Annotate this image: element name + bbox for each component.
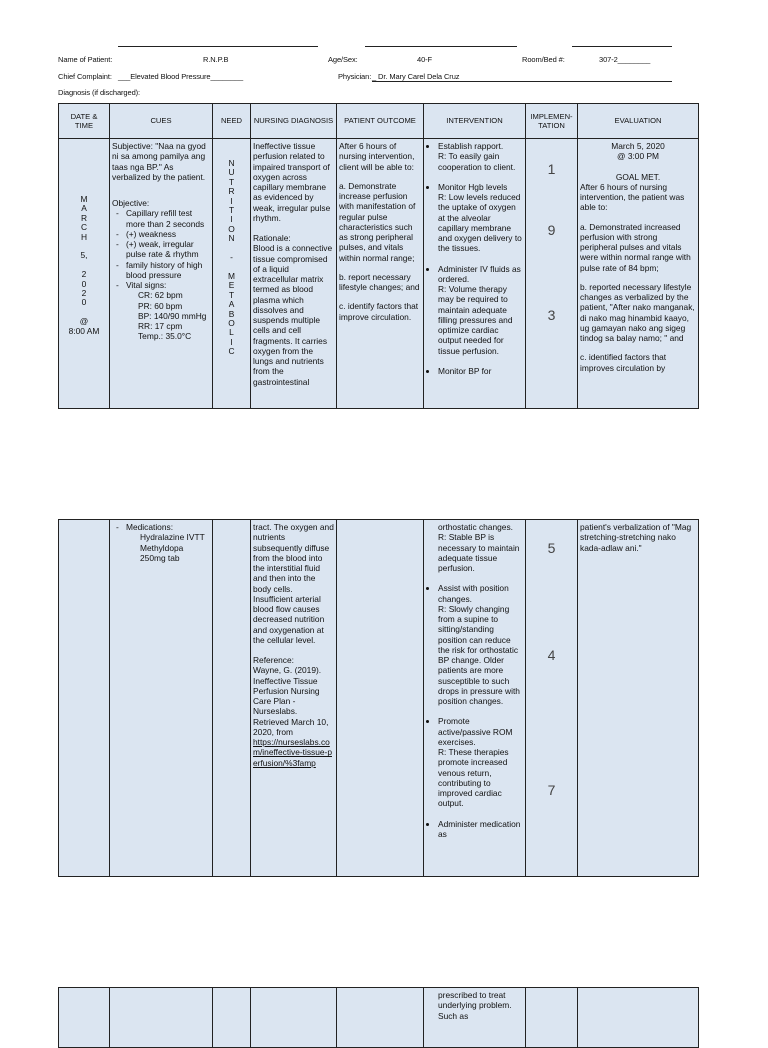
care-plan-table-page-3: [58, 987, 699, 1048]
intervention-item: [438, 141, 523, 172]
medications: [112, 532, 210, 563]
intervention-list: [426, 583, 523, 839]
implementation-cell: [526, 988, 578, 1048]
date-letter: 5,: [80, 250, 88, 261]
medications-label: - Medications:: [126, 522, 210, 532]
need-letter: B: [228, 308, 235, 319]
implementation-number: 5: [547, 540, 556, 556]
intervention-item: [438, 716, 523, 808]
date-time-cell: [59, 988, 110, 1048]
list-item: - (+) weakness: [126, 229, 210, 239]
date-letter: 0: [81, 278, 87, 289]
intervention-continued: prescribed to treat underlying problem. Such as: [438, 990, 512, 1021]
vital-bp: BP: 140/90 mmHg: [138, 310, 207, 321]
date-time-cell: [59, 139, 110, 409]
implementation-number: 1: [547, 161, 556, 177]
need-letter: O: [228, 317, 235, 328]
signature-line-2: [365, 46, 517, 47]
eval-time: @ 3:00 PM: [616, 151, 660, 162]
vital-cr: CR: 62 bpm: [138, 290, 183, 301]
intervention-item: [438, 264, 523, 356]
need-cell: [213, 988, 251, 1048]
patient-name-value: R.N.P.B: [203, 55, 229, 64]
implementation-cell: [526, 520, 578, 877]
intervention-item: [438, 583, 523, 706]
outcome-intro: After 6 hours of nursing intervention, client will be able to:: [339, 141, 415, 172]
date-letter: H: [80, 231, 88, 242]
evaluation-text-cont: patient's verbalization of "Mag stretching-stretching nako kada-adlaw ani.": [580, 522, 692, 553]
intervention-cell: [424, 139, 526, 409]
list-item: - family history of high blood pressure: [126, 260, 210, 281]
age-sex-label: Age/Sex:: [328, 55, 358, 64]
implementation-number: 7: [547, 782, 556, 799]
rationale-text: Blood is a connective tissue compromised of a liquid extracellular matrix termed as blood plasma which dissolves and suspends multiple cells and cell fragments. It carries oxygen from the lungs and nutrients from the gastrointestinal: [253, 243, 333, 387]
implementation-cell: [526, 139, 578, 409]
intervention-cell: [424, 988, 526, 1048]
date-letter: 0: [81, 297, 87, 308]
intervention-title: Monitor Hgb levels: [438, 181, 508, 192]
intervention-rationale: R: To easily gain cooperation to client.: [438, 151, 516, 172]
age-sex-value: 40-F: [417, 55, 433, 64]
room-bed-value: 307-2________: [599, 55, 651, 64]
vital-temp: Temp.: 35.0°C: [138, 331, 192, 342]
need-letter: E: [228, 280, 235, 291]
need-letter: T: [228, 205, 235, 216]
reference-link[interactable]: https://nurseslabs.com/ineffective-tissue-perfusion/%3famp: [253, 737, 332, 768]
intervention-title: orthostatic changes.: [438, 522, 513, 532]
header-date-time: DATE & TIME: [59, 104, 110, 139]
vital-rr: RR: 17 cpm: [138, 321, 183, 331]
intervention-item: [438, 366, 523, 376]
date-letter: 2: [81, 288, 87, 299]
date-letter: 2: [81, 269, 87, 280]
need-letter: A: [228, 299, 235, 310]
intervention-rationale: R: Low levels reduced the uptake of oxygen at the alveolar capillary membrane and oxygen delivery to the tissues.: [438, 192, 522, 254]
need-letter: T: [228, 289, 235, 300]
intervention-item: [438, 182, 523, 254]
reference-label: Reference:: [253, 655, 294, 665]
intervention-list: [426, 141, 523, 376]
intervention-cell: [424, 520, 526, 877]
patient-name-label: Name of Patient:: [58, 55, 113, 64]
room-bed-label: Room/Bed #:: [522, 55, 565, 64]
intervention-title: Assist with position changes.: [438, 583, 509, 604]
signature-line-1: [118, 46, 318, 47]
need-letter: U: [228, 167, 235, 178]
header-need: NEED: [213, 104, 251, 139]
diagnosis-text: Ineffective tissue perfusion related to impaired transport of oxygen across capillary membrane as evidenced by weak, irregular pulse rhythm.: [253, 141, 331, 223]
evaluation-cell: [578, 139, 699, 409]
cues-cell: [110, 988, 213, 1048]
need-letter: I: [230, 214, 233, 225]
need-letter: M: [228, 270, 235, 281]
intervention-continued: [426, 522, 523, 573]
physician-underline: [372, 81, 672, 82]
implementation-number: 9: [547, 222, 556, 239]
need-cell: [213, 139, 251, 409]
outcome-b: b. report necessary lifestyle changes; and: [339, 271, 420, 292]
date-letter: R: [80, 212, 88, 223]
header-intervention: INTERVENTION: [424, 104, 526, 139]
physician-label: Physician:: [338, 72, 372, 81]
need-letter: T: [228, 176, 235, 187]
diagnosis-text-cont: tract. The oxygen and nutrients subsequently diffuse from the blood into the interstitial fluid and then into the body cells. Insufficient arterial blood flow causes decreased nutrition and oxygenation at the cellular level.: [253, 522, 334, 645]
chief-complaint-label: Chief Complaint:: [58, 72, 112, 81]
intervention-rationale: R: Volume therapy may be required to maintain adequate filling pressures and optimize cardiac output needed for tissue perfusion.: [438, 284, 513, 356]
outcome-cell: [337, 520, 424, 877]
header-cues: CUES: [110, 104, 213, 139]
date-letter: 8:00 AM: [68, 325, 100, 336]
medication-item: Hydralazine IVTT: [140, 532, 205, 543]
need-letter: C: [228, 346, 235, 357]
vital-pr: PR: 60 bpm: [138, 300, 183, 311]
vital-signs: [112, 290, 210, 341]
intervention-rationale: R: Stable BP is necessary to maintain adequate tissue perfusion.: [438, 532, 520, 573]
need-letter: -: [230, 252, 233, 263]
need-cell: [213, 520, 251, 877]
need-stack: [215, 141, 248, 357]
outcome-a: a. Demonstrate increase perfusion with manifestation of regular pulse characteristics such as strong peripheral pulses, and vitals within normal range;: [339, 180, 416, 263]
header-evaluation: EVALUATION: [578, 104, 699, 139]
cues-cell: [110, 139, 213, 409]
date-letter: M: [80, 194, 88, 204]
evaluation-cell: [578, 520, 699, 877]
need-letter: O: [228, 223, 235, 234]
cues-subjective: Subjective: "Naa na gyod ni sa among pamilya ang taas nga BP." As verbalized by the patient.: [112, 141, 206, 182]
intervention-title: Monitor BP for: [438, 365, 492, 376]
header-implementation: IMPLEMEN-TATION: [526, 104, 578, 139]
need-letter: I: [230, 336, 233, 347]
eval-c: c. identified factors that improves circulation by: [580, 352, 667, 373]
medications-list: [112, 522, 210, 532]
cues-objective-list: [112, 208, 210, 290]
date-letter: @: [79, 316, 89, 327]
chief-complaint-value: ___Elevated Blood Pressure________: [118, 72, 244, 81]
intervention-rationale: R: Slowly changing from a supine to sitting/standing position can reduce the risk for orthostatic BP change. Older patients are more susceptible to such drops in pressure with position changes.: [438, 603, 520, 706]
eval-intro: After 6 hours of nursing intervention, the patient was able to:: [580, 181, 685, 213]
rationale-label: Rationale:: [253, 233, 291, 243]
eval-b: b. reported necessary lifestyle changes as verbalized by the patient, "After nako manganak, di nako mag hinambid kaayo, ug gamayan nako ang sigeg tindog sa balay namo; " and: [580, 281, 695, 343]
need-letter: I: [230, 195, 233, 206]
cues-objective-label: Objective:: [112, 198, 150, 208]
need-letter: N: [228, 158, 235, 168]
outcome-c: c. identify factors that improve circulation.: [339, 301, 419, 322]
intervention-title: Administer medication as: [438, 818, 521, 839]
header-nursing-diagnosis: NURSING DIAGNOSIS: [251, 104, 337, 139]
eval-a: a. Demonstrated increased perfusion with strong peripheral pulses and vitals were within normal range with pulse rate of 84 bpm;: [580, 221, 691, 273]
cues-cell: [110, 520, 213, 877]
need-letter: L: [229, 327, 234, 338]
diagnosis-label: Diagnosis (if discharged):: [58, 88, 141, 97]
eval-date: March 5, 2020: [611, 141, 665, 151]
intervention-title: Administer IV fluids as ordered.: [438, 263, 521, 284]
list-item: - Capillary refill test more than 2 seconds: [126, 208, 210, 229]
care-plan-table-page-2: [58, 519, 699, 877]
eval-goal: GOAL MET.: [615, 171, 661, 182]
header-patient-outcome: PATIENT OUTCOME: [337, 104, 424, 139]
diagnosis-cell: [251, 139, 337, 409]
implementation-number: 4: [547, 647, 556, 664]
need-letter: R: [228, 186, 235, 197]
reference-text: Wayne, G. (2019). Ineffective Tissue Perfusion Nursing Care Plan - Nurseslabs. Retrieved March 10, 2020, from: [253, 665, 329, 737]
intervention-rationale: R: These therapies promote increased venous return, contributing to improved cardiac output.: [438, 747, 509, 809]
implementation-number: 3: [547, 307, 556, 324]
intervention-item: [438, 819, 523, 840]
care-plan-table-page-1: [58, 103, 699, 409]
signature-line-3: [572, 46, 672, 47]
date-letter: C: [80, 222, 88, 233]
evaluation-cell: [578, 988, 699, 1048]
medication-item: Methyldopa 250mg tab: [140, 542, 184, 563]
need-letter: N: [228, 233, 235, 244]
date-time-cell: [59, 520, 110, 877]
list-item: - (+) weak, irregular pulse rate & rhythm: [126, 239, 210, 260]
intervention-title: Establish rapport.: [438, 141, 504, 151]
outcome-cell: [337, 139, 424, 409]
diagnosis-cell: [251, 988, 337, 1048]
physician-value: _ Dr. Mary Carel Dela Cruz: [372, 72, 460, 81]
list-item: - Vital signs:: [126, 280, 210, 290]
date-letter: A: [81, 203, 87, 214]
diagnosis-cell: [251, 520, 337, 877]
date-stack: [61, 141, 107, 336]
intervention-title: Promote active/passive ROM exercises.: [438, 716, 513, 747]
outcome-cell: [337, 988, 424, 1048]
